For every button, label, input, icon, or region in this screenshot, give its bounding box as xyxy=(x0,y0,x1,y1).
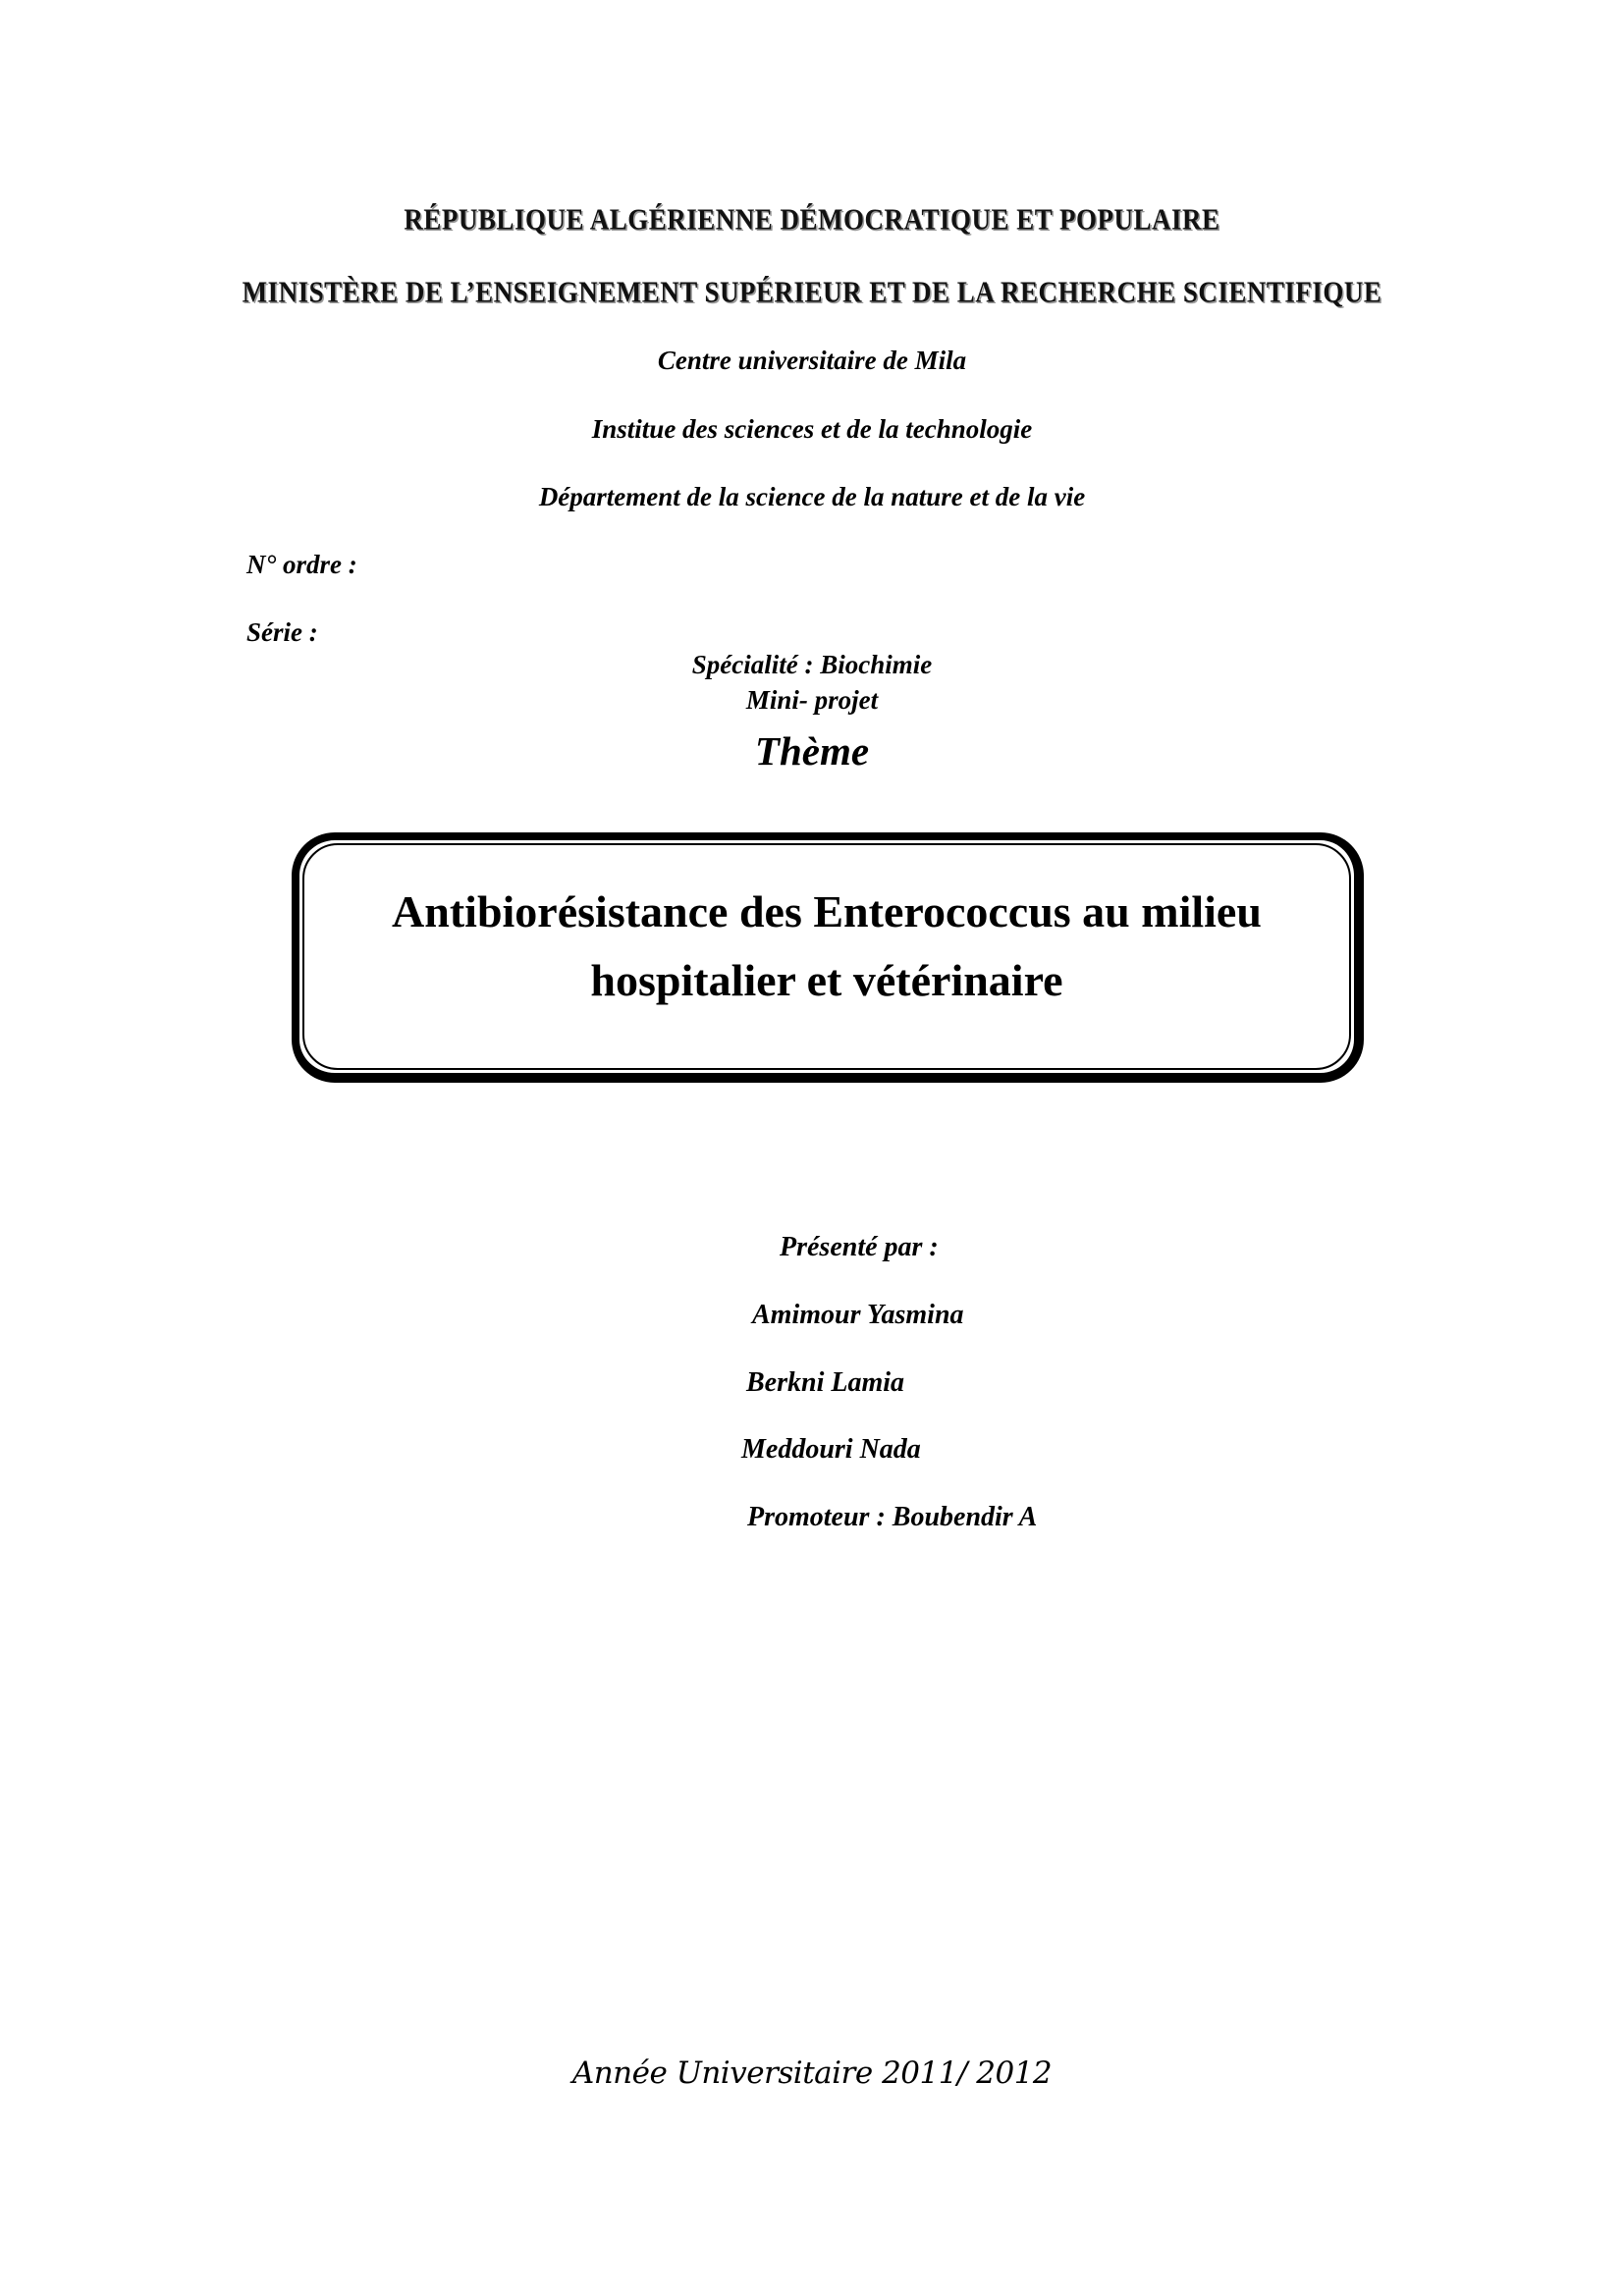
ministry-heading: MINISTÈRE DE L’ENSEIGNEMENT SUPÉRIEUR ET DE LA RECHERCHE SCIENTIFIQUE xyxy=(242,274,1382,309)
series-label: Série : xyxy=(246,617,318,647)
specialty-label: Spécialité : Biochimie xyxy=(691,650,933,679)
theme-label: Thème xyxy=(754,728,870,774)
thesis-title-line-1: Antibiorésistance des Enterococcus au milieu xyxy=(392,886,1262,936)
country-heading: RÉPUBLIQUE ALGÉRIENNE DÉMOCRATIQUE ET POPULAIRE xyxy=(404,201,1220,237)
supervisor-label: Promoteur : Boubendir A xyxy=(747,1502,1038,1532)
presenter-name: Amimour Yasmina xyxy=(752,1300,964,1330)
university-name: Centre universitaire de Mila xyxy=(657,346,967,375)
presenter-name: Berkni Lamia xyxy=(746,1367,905,1398)
presented-by-label: Présenté par : xyxy=(780,1232,939,1262)
project-type-label: Mini- projet xyxy=(745,685,879,715)
academic-year: Année Universitaire 2011/ 2012 xyxy=(571,2056,1053,2091)
thesis-title-line-2: hospitalier et vétérinaire xyxy=(590,955,1063,1005)
department-name: Département de la science de la nature et de la vie xyxy=(538,482,1086,511)
thesis-title xyxy=(299,878,1354,1015)
order-number-label: N° ordre : xyxy=(246,550,357,579)
title-box xyxy=(292,832,1364,1083)
institute-name: Institue des sciences et de la technologie xyxy=(591,414,1033,444)
presenter-name: Meddouri Nada xyxy=(741,1434,921,1465)
